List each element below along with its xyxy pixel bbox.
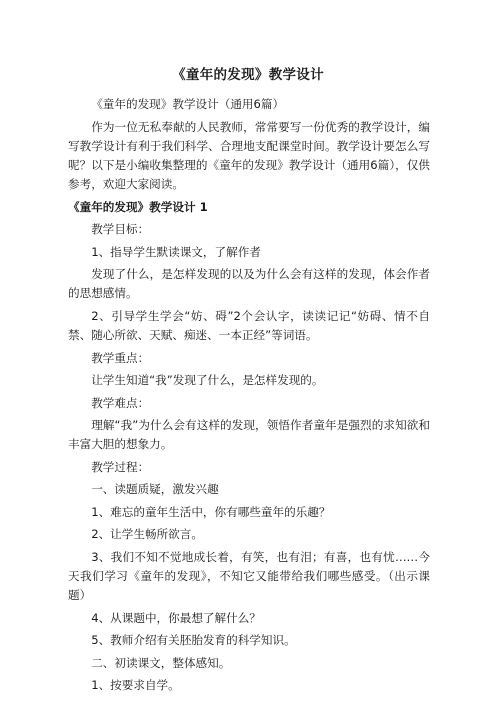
paragraph: 2、引导学生学会“妨、碍”2个会认字，读读记记“妨碍、情不自禁、随心所欲、天赋、痴迷、一本正经”等词语。 — [68, 308, 430, 343]
paragraph: 1、按要求自学。 — [91, 678, 180, 693]
paragraph: 一、读题质疑，激发兴趣 — [91, 482, 219, 497]
paragraph: 发现了什么，是怎样发现的以及为什么会有这样的发现，体会作者的思想感情。 — [68, 267, 430, 301]
paragraph: 4、从课题中，你最想了解什么？ — [91, 610, 261, 625]
section-heading: 《童年的发现》教学设计 1 — [68, 199, 208, 214]
paragraph: 《童年的发现》教学设计（通用6篇） — [91, 97, 285, 111]
paragraph: 教学过程： — [91, 459, 150, 474]
paragraph: 理解“我”为什么会有这样的发现，领悟作者童年是强烈的求知欲和丰富大胆的想象力。 — [68, 418, 430, 452]
paragraph: 1、难忘的童年生活中，你有哪些童年的乐趣？ — [91, 504, 331, 519]
document-title: 《童年的发现》教学设计 — [172, 67, 324, 83]
paragraph: 教学重点： — [91, 350, 150, 365]
paragraph: 1、指导学生默读课文，了解作者 — [91, 244, 261, 259]
paragraph: 教学目标： — [91, 222, 150, 237]
paragraph: 让学生知道“我”发现了什么，是怎样发现的。 — [91, 373, 324, 388]
document-body — [68, 95, 430, 699]
paragraph: 2、让学生畅所欲言。 — [91, 527, 203, 542]
paragraph: 3、我们不知不觉地成长着，有笑，也有泪；有喜，也有忧……今天我们学习《童年的发现》，不知它又能带给我们哪些感受。（出示课题） — [68, 549, 430, 603]
paragraph: 二、初读课文，整体感知。 — [91, 655, 231, 670]
paragraph: 5、教师介绍有关胚胎发育的科学知识。 — [91, 633, 296, 648]
paragraph: 作为一位无私奉献的人民教师，常常要写一份优秀的教学设计，编写教学设计有利于我们科学、合理地支配课堂时间。教学设计要怎么写呢？以下是小编收集整理的《童年的发现》教学设计（通用6篇），仅供参考，欢迎大家阅读。 — [68, 119, 430, 192]
paragraph: 教学难点： — [91, 395, 150, 410]
